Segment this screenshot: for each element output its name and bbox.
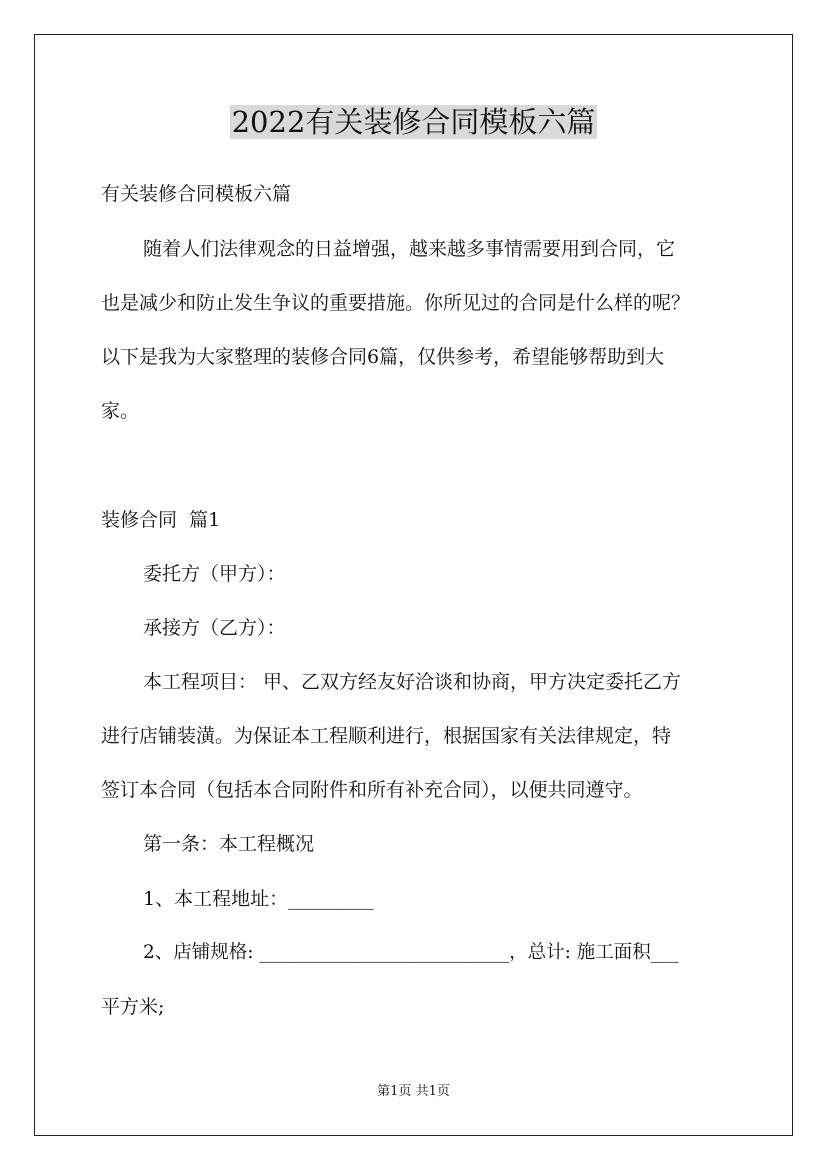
document-title-text: 2022有关装修合同模板六篇: [231, 105, 596, 139]
article-1-heading: 第一条：本工程概况: [143, 833, 315, 855]
intro-line-4: 家。: [101, 400, 140, 422]
intro-line-1: 随着人们法律观念的日益增强，越来越多事情需要用到合同，它: [143, 238, 676, 260]
item-2-shop-size: 2、店铺规格: ___________________________，总计: 施工面积___: [143, 942, 679, 963]
page-total-label: 共1页: [415, 1084, 450, 1099]
document-subtitle: 有关装修合同模板六篇: [101, 183, 292, 205]
intro-line-2: 也是减少和防止发生争议的重要措施。你所见过的合同是什么样的呢？: [101, 292, 691, 314]
item-2-continuation: 平方米;: [101, 996, 165, 1018]
section-heading: 装修合同 篇1: [101, 509, 221, 531]
page-current-label: 第1页: [377, 1084, 412, 1099]
page-footer: [0, 1083, 827, 1101]
project-line-1: 本工程项目： 甲、乙双方经友好洽谈和协商，甲方决定委托乙方: [143, 671, 682, 693]
party-b-label: 承接方（乙方）：: [143, 617, 286, 639]
party-a-label: 委托方（甲方）：: [143, 563, 286, 585]
intro-line-3: 以下是我为大家整理的装修合同6篇，仅供参考，希望能够帮助到大: [101, 346, 665, 368]
project-line-2: 进行店铺装潢。为保证本工程顺利进行，根据国家有关法律规定，特: [101, 725, 672, 747]
item-1-address: 1、本工程地址：_________: [143, 888, 374, 910]
project-line-3: 签订本合同（包括本合同附件和所有补充合同），以便共同遵守。: [101, 779, 643, 801]
document-title: [0, 100, 827, 144]
